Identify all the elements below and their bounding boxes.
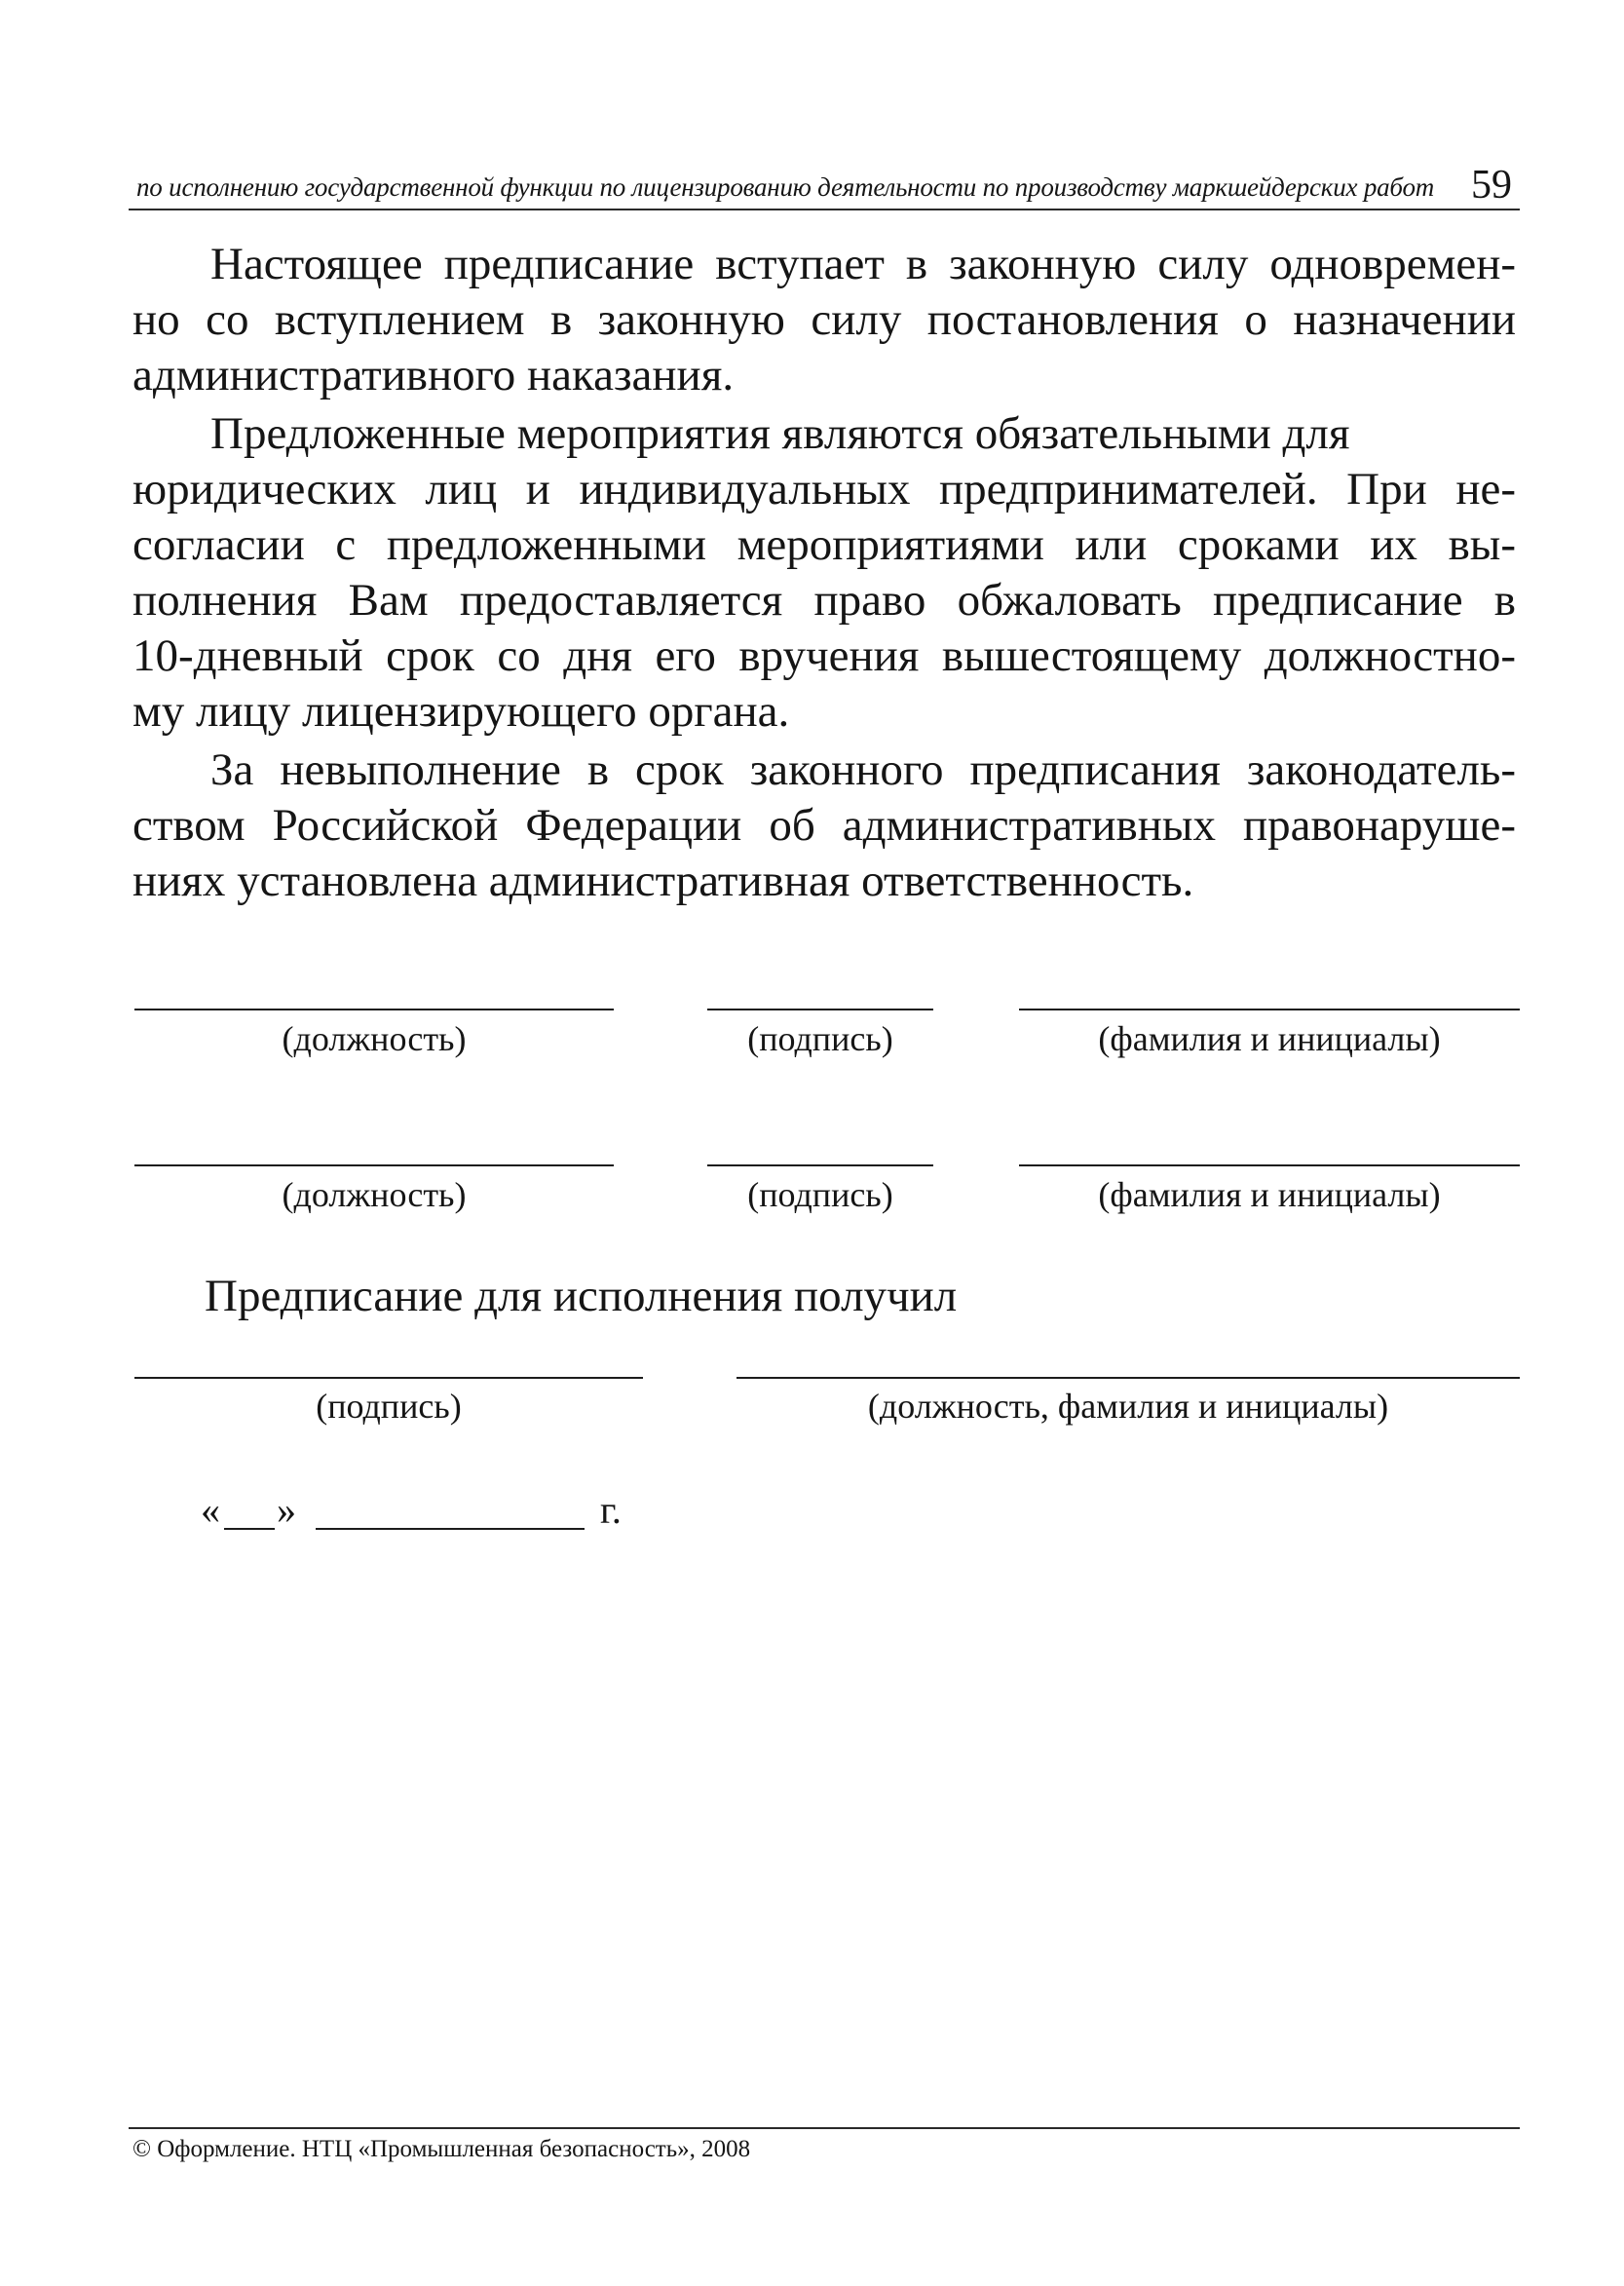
- name-signature-line: [1019, 1164, 1520, 1166]
- receiver-signature-line: [134, 1377, 643, 1379]
- text-line: но со вступлением в законную силу постановления о назначении: [132, 294, 1516, 345]
- running-title: по исполнению государственной функции по лицензированию деятельности по производству маркшейдерских работ: [136, 172, 1435, 202]
- text-line: 10-дневный срок со дня его вручения вышестоящему должностно-: [132, 630, 1516, 681]
- text-line: Настоящее предписание вступает в законную силу одновремен-: [210, 239, 1516, 289]
- text-line: За невыполнение в срок законного предписания законодатель-: [210, 744, 1516, 795]
- footer-rule: [129, 2127, 1520, 2129]
- date-field: [201, 1487, 649, 1536]
- footer-copyright: © Оформление. НТЦ «Промышленная безопасность», 2008: [132, 2136, 751, 2162]
- signature-caption: (подпись): [747, 1175, 893, 1214]
- close-quote: »: [277, 1488, 296, 1532]
- received-by-label: Предписание для исполнения получил: [205, 1271, 958, 1321]
- text-line: административного наказания.: [132, 350, 735, 400]
- year-suffix: г.: [600, 1488, 622, 1532]
- page-header: [129, 156, 1520, 210]
- name-signature-line: [1019, 1009, 1520, 1010]
- position-caption: (должность): [282, 1019, 467, 1058]
- signature-caption: (подпись): [747, 1019, 893, 1058]
- position-signature-line: [134, 1164, 614, 1166]
- text-line: Предложенные мероприятия являются обязательными для: [210, 408, 1350, 459]
- signature-line: [707, 1164, 933, 1166]
- text-line: полнения Вам предоставляется право обжаловать предписание в: [132, 575, 1516, 626]
- receiver-name-caption: (должность, фамилия и инициалы): [867, 1387, 1389, 1426]
- text-line: ниях установлена административная ответственность.: [132, 856, 1194, 906]
- page-number: 59: [1471, 163, 1512, 208]
- paragraph-appeal-rights: [132, 406, 1516, 740]
- name-caption: (фамилия и инициалы): [1098, 1175, 1441, 1214]
- text-line: юридических лиц и индивидуальных предпринимателей. При не-: [132, 464, 1516, 514]
- month-year-blank-line: [316, 1528, 585, 1530]
- paragraph-liability: [132, 743, 1516, 909]
- open-quote: «: [201, 1488, 220, 1532]
- position-signature-line: [134, 1009, 614, 1010]
- paragraph-effective-date: [132, 237, 1516, 403]
- name-caption: (фамилия и инициалы): [1098, 1019, 1441, 1058]
- text-line: согласии с предложенными мероприятиями или сроками их вы-: [132, 519, 1516, 570]
- day-blank-line: [224, 1528, 275, 1530]
- receiver-name-line: [736, 1377, 1520, 1379]
- position-caption: (должность): [282, 1175, 467, 1214]
- signature-line: [707, 1009, 933, 1010]
- text-line: му лицу лицензирующего органа.: [132, 686, 790, 737]
- receiver-signature-caption: (подпись): [316, 1387, 462, 1426]
- text-line: ством Российской Федерации об административных правонаруше-: [132, 800, 1516, 851]
